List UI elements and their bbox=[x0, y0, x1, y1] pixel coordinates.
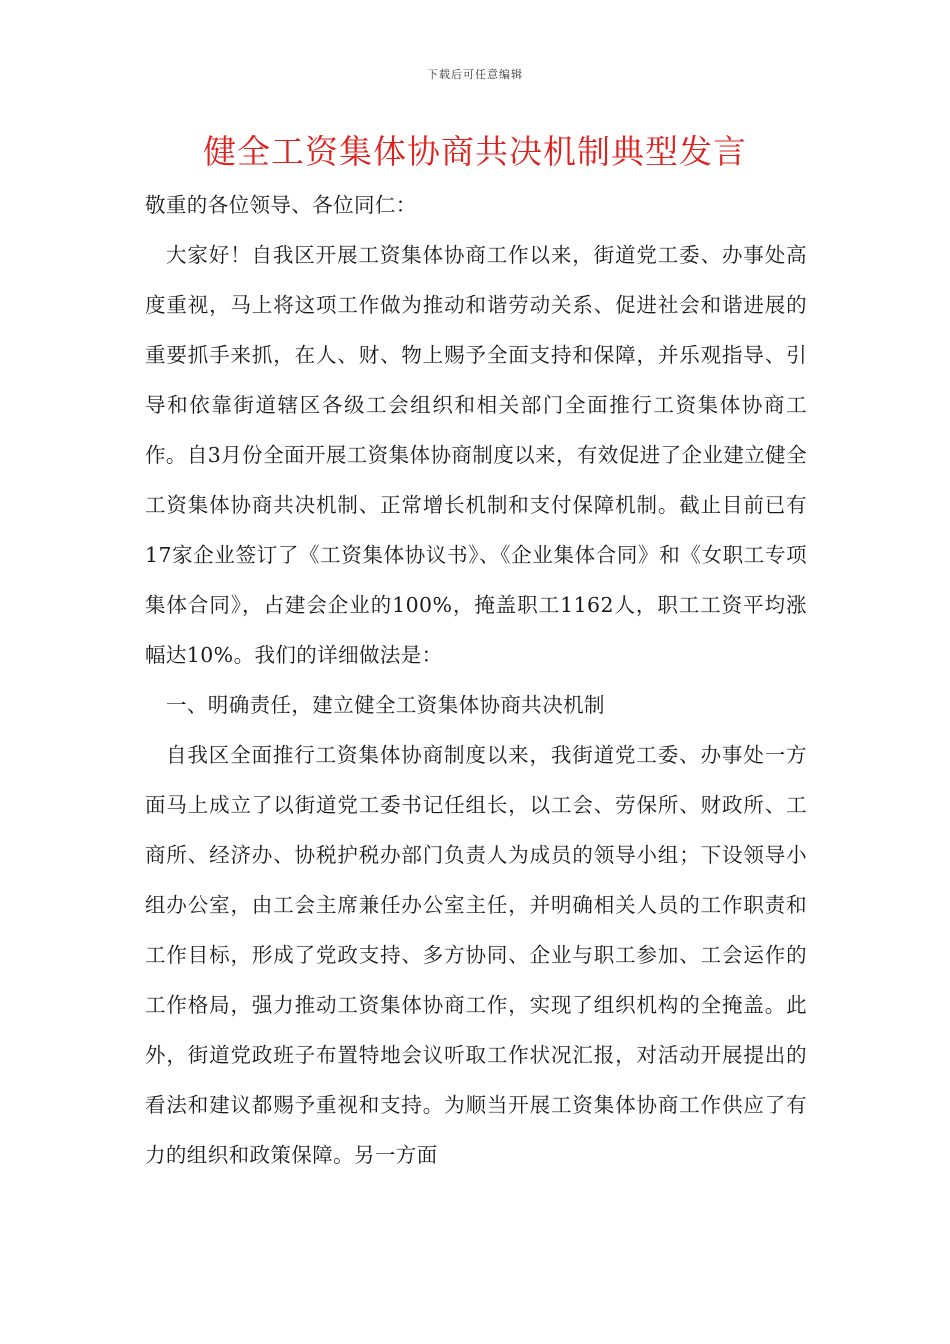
document-title: 健全工资集体协商共决机制典型发言 bbox=[203, 132, 747, 171]
paragraph-section-1: 自我区全面推行工资集体协商制度以来，我街道党工委、办事处一方面马上成立了以街道党工委书记任组长，以工会、劳保所、财政所、工商所、经济办、协税护税办部门负责人为成员的领导小组；下设领导小组办公室，由工会主席兼任办公室主任，并明确相关人员的工作职责和工作目标，形成了党政支持、多方协同、企业与职工参加、工会运作的工作格局，强力推动工资集体协商工作，实现了组织机构的全掩盖。此外，街道党政班子布置特地会议听取工作状况汇报，对活动开展提出的看法和建议都赐予重视和支持。为顺当开展工资集体协商工作供应了有力的组织和政策保障。另一方面 bbox=[145, 743, 807, 1167]
header-note: 下载后可任意编辑 bbox=[427, 68, 523, 81]
document-body bbox=[145, 180, 807, 1180]
salutation: 敬重的各位领导、各位同仁： bbox=[145, 193, 417, 217]
paragraph-intro: 大家好！自我区开展工资集体协商工作以来，街道党工委、办事处高度重视，马上将这项工作做为推动和谐劳动关系、促进社会和谐进展的重要抓手来抓，在人、财、物上赐予全面支持和保障，并乐观指导、引导和依靠街道辖区各级工会组织和相关部门全面推行工资集体协商工作。自3月份全面开展工资集体协商制度以来，有效促进了企业建立健全工资集体协商共决机制、正常增长机制和支付保障机制。截止目前已有17家企业签订了《工资集体协议书》、《企业集体合同》和《女职工专项集体合同》，占建会企业的100%，掩盖职工1162人，职工工资平均涨幅达10%。我们的详细做法是： bbox=[145, 243, 807, 667]
section-heading: 一、明确责任，建立健全工资集体协商共决机制 bbox=[166, 693, 605, 717]
